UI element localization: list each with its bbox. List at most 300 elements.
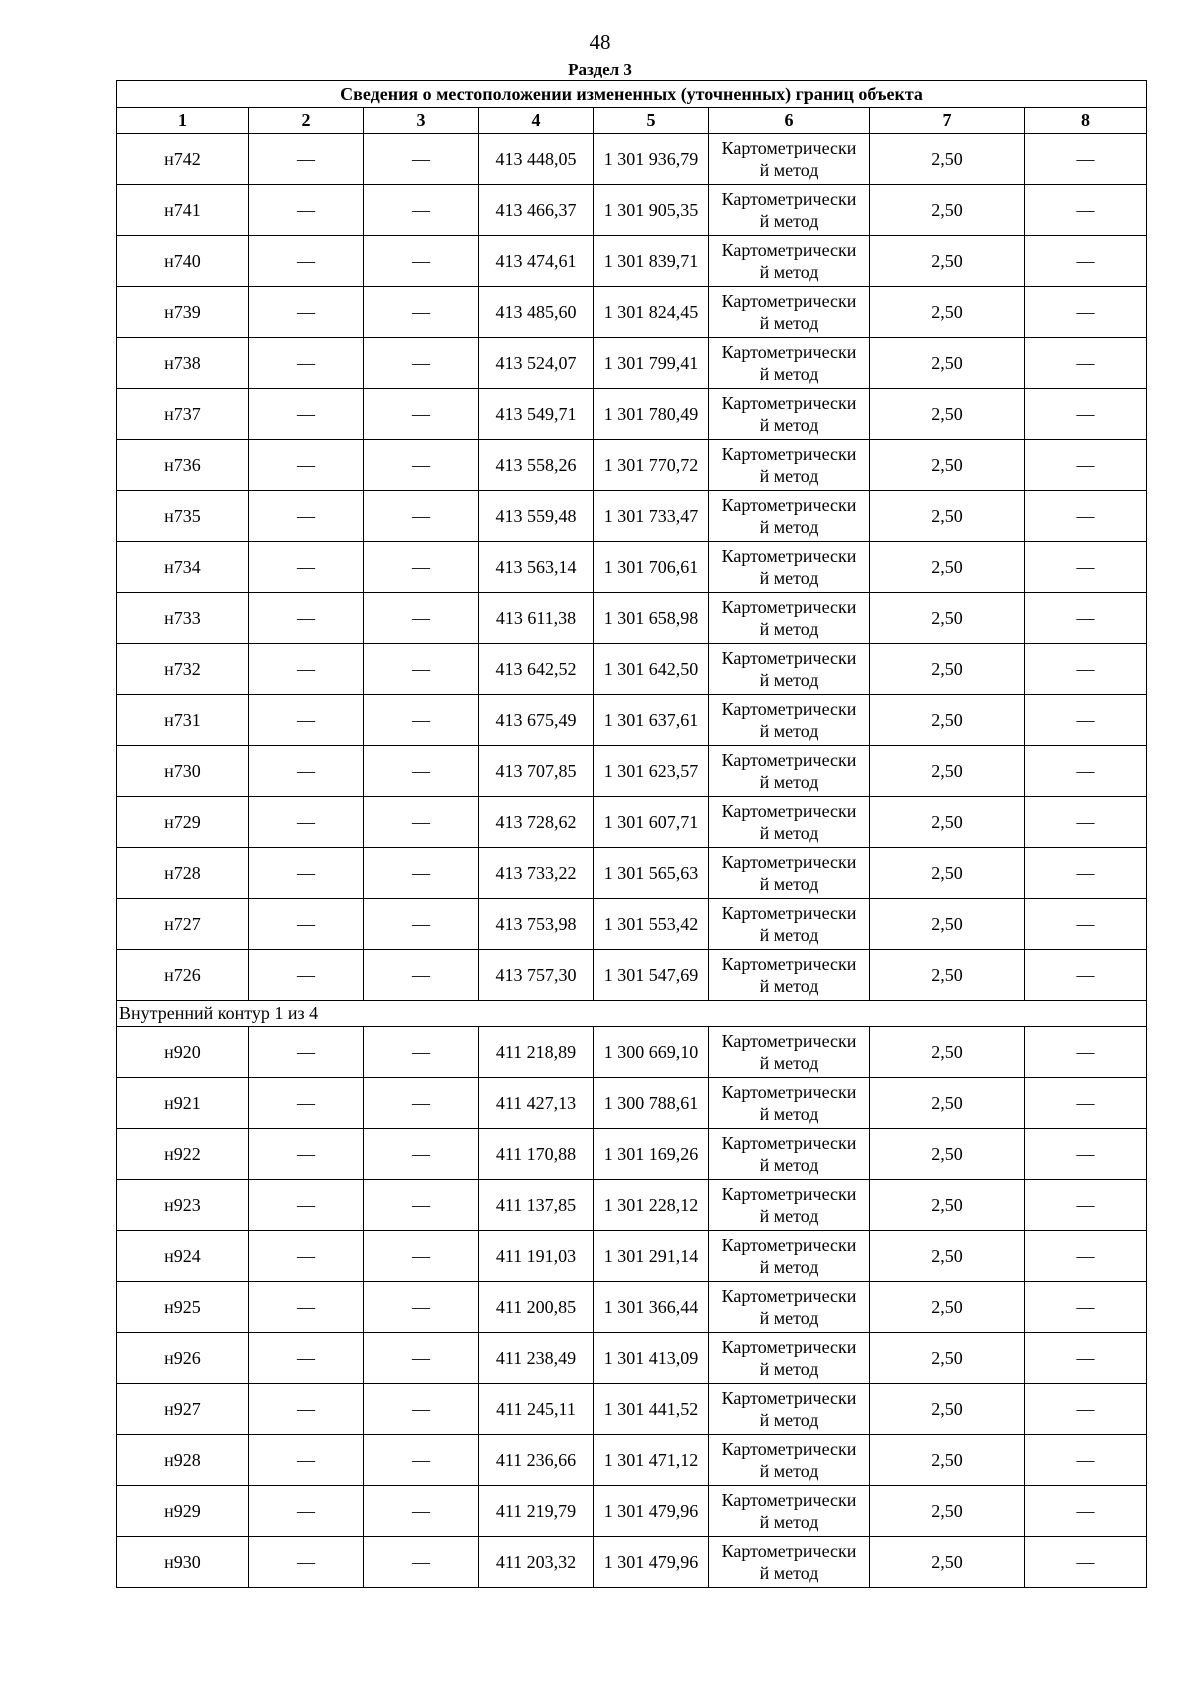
point-cell: н740 [117,236,249,287]
method-text-line2: й метод [759,211,819,231]
y-coordinate-cell: 1 301 637,61 [594,695,709,746]
col3-cell: — [364,134,479,185]
point-cell: н731 [117,695,249,746]
y-coordinate-cell: 1 301 565,63 [594,848,709,899]
method-text-line2: й метод [759,1308,819,1328]
method-text-line2: й метод [759,160,819,180]
x-coordinate-cell: 411 427,13 [479,1078,594,1129]
table-row [117,185,1147,236]
contour-label-row [117,1001,1147,1027]
x-coordinate-cell: 411 218,89 [479,1027,594,1078]
point-cell: н925 [117,1282,249,1333]
accuracy-cell: 2,50 [870,287,1025,338]
col8-cell: — [1025,1486,1147,1537]
col2-cell: — [249,134,364,185]
point-cell: н729 [117,797,249,848]
point-cell: н726 [117,950,249,1001]
page-number: 48 [589,30,611,54]
col3-cell: — [364,848,479,899]
col3-cell: — [364,1486,479,1537]
method-text-line1: Картометрически [721,1184,857,1204]
table-row [117,797,1147,848]
col2-cell: — [249,338,364,389]
col3-cell: — [364,1027,479,1078]
accuracy-cell: 2,50 [870,1027,1025,1078]
point-cell: н733 [117,593,249,644]
method-text-line1: Картометрически [721,801,857,821]
col2-cell: — [249,746,364,797]
y-coordinate-cell: 1 301 780,49 [594,389,709,440]
col3-cell: — [364,1537,479,1588]
table-row [117,746,1147,797]
col2-cell: — [249,950,364,1001]
table-row [117,1027,1147,1078]
col8-cell: — [1025,950,1147,1001]
table-row [117,848,1147,899]
col8-cell: — [1025,338,1147,389]
y-coordinate-cell: 1 301 366,44 [594,1282,709,1333]
y-coordinate-cell: 1 301 839,71 [594,236,709,287]
col2-cell: — [249,491,364,542]
col3-cell: — [364,542,479,593]
col8-cell: — [1025,899,1147,950]
table-row [117,338,1147,389]
col8-cell: — [1025,542,1147,593]
table-row [117,1231,1147,1282]
col3-cell: — [364,950,479,1001]
col3-cell: — [364,1180,479,1231]
col3-cell: — [364,389,479,440]
method-cell [709,1435,870,1486]
accuracy-cell: 2,50 [870,389,1025,440]
column-header: 7 [870,108,1025,134]
column-header: 6 [709,108,870,134]
method-cell [709,491,870,542]
x-coordinate-cell: 413 558,26 [479,440,594,491]
col8-cell: — [1025,491,1147,542]
method-text-line1: Картометрически [721,852,857,872]
coordinates-table [116,80,1147,1588]
x-coordinate-cell: 413 524,07 [479,338,594,389]
method-text-line2: й метод [759,1512,819,1532]
col8-cell: — [1025,287,1147,338]
point-cell: н922 [117,1129,249,1180]
method-text-line1: Картометрически [721,1286,857,1306]
column-header: 8 [1025,108,1147,134]
x-coordinate-cell: 411 238,49 [479,1333,594,1384]
point-cell: н926 [117,1333,249,1384]
point-cell: н728 [117,848,249,899]
col8-cell: — [1025,134,1147,185]
col3-cell: — [364,440,479,491]
y-coordinate-cell: 1 301 905,35 [594,185,709,236]
table-row [117,593,1147,644]
col2-cell: — [249,848,364,899]
method-text-line1: Картометрически [721,1490,857,1510]
y-coordinate-cell: 1 301 441,52 [594,1384,709,1435]
y-coordinate-cell: 1 301 471,12 [594,1435,709,1486]
x-coordinate-cell: 413 466,37 [479,185,594,236]
col3-cell: — [364,1129,479,1180]
y-coordinate-cell: 1 301 413,09 [594,1333,709,1384]
accuracy-cell: 2,50 [870,134,1025,185]
method-text-line2: й метод [759,313,819,333]
method-text-line1: Картометрически [721,954,857,974]
col2-cell: — [249,389,364,440]
col2-cell: — [249,644,364,695]
col8-cell: — [1025,1333,1147,1384]
method-cell [709,950,870,1001]
x-coordinate-cell: 411 245,11 [479,1384,594,1435]
x-coordinate-cell: 411 219,79 [479,1486,594,1537]
col2-cell: — [249,542,364,593]
method-text-line1: Картометрически [721,903,857,923]
col8-cell: — [1025,1282,1147,1333]
method-text-line2: й метод [759,466,819,486]
method-cell [709,1078,870,1129]
column-header: 1 [117,108,249,134]
col2-cell: — [249,1384,364,1435]
point-cell: н734 [117,542,249,593]
contour-label: Внутренний контур 1 из 4 [117,1001,1147,1027]
accuracy-cell: 2,50 [870,848,1025,899]
y-coordinate-cell: 1 301 291,14 [594,1231,709,1282]
method-cell [709,1129,870,1180]
x-coordinate-cell: 413 474,61 [479,236,594,287]
col3-cell: — [364,1435,479,1486]
y-coordinate-cell: 1 301 623,57 [594,746,709,797]
x-coordinate-cell: 413 485,60 [479,287,594,338]
y-coordinate-cell: 1 301 936,79 [594,134,709,185]
column-header: 4 [479,108,594,134]
col2-cell: — [249,1078,364,1129]
method-text-line1: Картометрически [721,291,857,311]
col2-cell: — [249,797,364,848]
accuracy-cell: 2,50 [870,1486,1025,1537]
col8-cell: — [1025,1078,1147,1129]
y-coordinate-cell: 1 301 228,12 [594,1180,709,1231]
method-cell [709,338,870,389]
table-row [117,287,1147,338]
method-cell [709,134,870,185]
method-text-line2: й метод [759,1563,819,1583]
method-cell [709,1282,870,1333]
accuracy-cell: 2,50 [870,950,1025,1001]
method-text-line2: й метод [759,925,819,945]
method-text-line2: й метод [759,619,819,639]
col2-cell: — [249,236,364,287]
x-coordinate-cell: 411 170,88 [479,1129,594,1180]
method-cell [709,899,870,950]
point-cell: н930 [117,1537,249,1588]
table-row [117,950,1147,1001]
table-caption: Сведения о местоположении измененных (уточненных) границ объекта [117,81,1147,108]
x-coordinate-cell: 411 203,32 [479,1537,594,1588]
method-text-line1: Картометрически [721,1082,857,1102]
accuracy-cell: 2,50 [870,542,1025,593]
col3-cell: — [364,1078,479,1129]
table-row [117,1537,1147,1588]
point-cell: н738 [117,338,249,389]
col8-cell: — [1025,797,1147,848]
y-coordinate-cell: 1 301 658,98 [594,593,709,644]
table-body [117,81,1147,1588]
method-text-line1: Картометрически [721,1439,857,1459]
x-coordinate-cell: 413 642,52 [479,644,594,695]
method-cell [709,287,870,338]
method-text-line1: Картометрически [721,1235,857,1255]
column-header-row [117,108,1147,134]
method-text-line2: й метод [759,1410,819,1430]
table-row [117,1333,1147,1384]
accuracy-cell: 2,50 [870,1129,1025,1180]
col2-cell: — [249,593,364,644]
x-coordinate-cell: 413 675,49 [479,695,594,746]
column-header: 3 [364,108,479,134]
col2-cell: — [249,1231,364,1282]
point-cell: н920 [117,1027,249,1078]
method-text-line2: й метод [759,1257,819,1277]
accuracy-cell: 2,50 [870,797,1025,848]
table-row [117,1435,1147,1486]
col8-cell: — [1025,848,1147,899]
point-cell: н927 [117,1384,249,1435]
method-cell [709,185,870,236]
y-coordinate-cell: 1 301 642,50 [594,644,709,695]
point-cell: н739 [117,287,249,338]
method-text-line1: Картометрически [721,546,857,566]
point-cell: н727 [117,899,249,950]
accuracy-cell: 2,50 [870,338,1025,389]
column-header: 2 [249,108,364,134]
point-cell: н736 [117,440,249,491]
table-row [117,1078,1147,1129]
col2-cell: — [249,1486,364,1537]
method-cell [709,1231,870,1282]
method-text-line1: Картометрически [721,1133,857,1153]
point-cell: н928 [117,1435,249,1486]
accuracy-cell: 2,50 [870,1078,1025,1129]
method-text-line1: Картометрически [721,1541,857,1561]
method-text-line2: й метод [759,670,819,690]
method-cell [709,542,870,593]
x-coordinate-cell: 413 757,30 [479,950,594,1001]
method-text-line1: Картометрически [721,1337,857,1357]
y-coordinate-cell: 1 301 553,42 [594,899,709,950]
method-text-line2: й метод [759,1359,819,1379]
method-text-line2: й метод [759,874,819,894]
table-row [117,1180,1147,1231]
col2-cell: — [249,287,364,338]
accuracy-cell: 2,50 [870,746,1025,797]
x-coordinate-cell: 411 200,85 [479,1282,594,1333]
method-text-line2: й метод [759,517,819,537]
accuracy-cell: 2,50 [870,1384,1025,1435]
x-coordinate-cell: 413 728,62 [479,797,594,848]
point-cell: н923 [117,1180,249,1231]
method-text-line1: Картометрически [721,750,857,770]
col3-cell: — [364,287,479,338]
col8-cell: — [1025,1180,1147,1231]
accuracy-cell: 2,50 [870,899,1025,950]
method-text-line2: й метод [759,823,819,843]
method-text-line2: й метод [759,568,819,588]
col2-cell: — [249,1537,364,1588]
col2-cell: — [249,1180,364,1231]
method-text-line2: й метод [759,1053,819,1073]
col3-cell: — [364,1384,479,1435]
y-coordinate-cell: 1 301 824,45 [594,287,709,338]
col2-cell: — [249,1435,364,1486]
point-cell: н741 [117,185,249,236]
x-coordinate-cell: 413 611,38 [479,593,594,644]
table-row [117,236,1147,287]
col2-cell: — [249,899,364,950]
col8-cell: — [1025,236,1147,287]
col3-cell: — [364,899,479,950]
method-text-line2: й метод [759,1461,819,1481]
point-cell: н929 [117,1486,249,1537]
point-cell: н735 [117,491,249,542]
accuracy-cell: 2,50 [870,491,1025,542]
column-header: 5 [594,108,709,134]
accuracy-cell: 2,50 [870,1435,1025,1486]
accuracy-cell: 2,50 [870,440,1025,491]
method-cell [709,746,870,797]
col8-cell: — [1025,695,1147,746]
col2-cell: — [249,1282,364,1333]
x-coordinate-cell: 411 236,66 [479,1435,594,1486]
method-text-line1: Картометрически [721,1388,857,1408]
method-cell [709,593,870,644]
method-text-line1: Картометрически [721,1031,857,1051]
col8-cell: — [1025,593,1147,644]
table-row [117,899,1147,950]
method-text-line2: й метод [759,415,819,435]
y-coordinate-cell: 1 301 479,96 [594,1486,709,1537]
method-cell [709,1384,870,1435]
col8-cell: — [1025,644,1147,695]
x-coordinate-cell: 411 191,03 [479,1231,594,1282]
method-cell [709,1180,870,1231]
method-text-line1: Картометрически [721,189,857,209]
section-title: Раздел 3 [568,60,632,79]
col3-cell: — [364,1333,479,1384]
method-cell [709,848,870,899]
col2-cell: — [249,1129,364,1180]
x-coordinate-cell: 413 448,05 [479,134,594,185]
col3-cell: — [364,746,479,797]
point-cell: н737 [117,389,249,440]
x-coordinate-cell: 413 753,98 [479,899,594,950]
accuracy-cell: 2,50 [870,644,1025,695]
point-cell: н742 [117,134,249,185]
x-coordinate-cell: 413 733,22 [479,848,594,899]
method-text-line2: й метод [759,1155,819,1175]
x-coordinate-cell: 411 137,85 [479,1180,594,1231]
method-text-line2: й метод [759,1104,819,1124]
method-text-line2: й метод [759,1206,819,1226]
col3-cell: — [364,644,479,695]
method-text-line2: й метод [759,262,819,282]
table-row [117,1282,1147,1333]
col2-cell: — [249,1333,364,1384]
accuracy-cell: 2,50 [870,185,1025,236]
method-cell [709,695,870,746]
accuracy-cell: 2,50 [870,1231,1025,1282]
col8-cell: — [1025,389,1147,440]
method-cell [709,440,870,491]
table-row [117,491,1147,542]
x-coordinate-cell: 413 549,71 [479,389,594,440]
x-coordinate-cell: 413 559,48 [479,491,594,542]
method-cell [709,1027,870,1078]
y-coordinate-cell: 1 300 788,61 [594,1078,709,1129]
accuracy-cell: 2,50 [870,695,1025,746]
point-cell: н921 [117,1078,249,1129]
point-cell: н732 [117,644,249,695]
method-cell [709,389,870,440]
y-coordinate-cell: 1 301 547,69 [594,950,709,1001]
col2-cell: — [249,695,364,746]
method-text-line2: й метод [759,976,819,996]
table-row [117,440,1147,491]
method-text-line1: Картометрически [721,342,857,362]
method-cell [709,1333,870,1384]
point-cell: н924 [117,1231,249,1282]
col8-cell: — [1025,185,1147,236]
col3-cell: — [364,491,479,542]
method-cell [709,1537,870,1588]
y-coordinate-cell: 1 301 479,96 [594,1537,709,1588]
method-text-line1: Картометрически [721,495,857,515]
y-coordinate-cell: 1 301 733,47 [594,491,709,542]
col3-cell: — [364,797,479,848]
table-row [117,389,1147,440]
accuracy-cell: 2,50 [870,1180,1025,1231]
method-text-line1: Картометрически [721,648,857,668]
accuracy-cell: 2,50 [870,236,1025,287]
col2-cell: — [249,1027,364,1078]
col8-cell: — [1025,1231,1147,1282]
col8-cell: — [1025,1027,1147,1078]
point-cell: н730 [117,746,249,797]
method-text-line1: Картометрически [721,240,857,260]
method-text-line1: Картометрически [721,597,857,617]
col3-cell: — [364,695,479,746]
method-text-line2: й метод [759,364,819,384]
table-caption-row [117,81,1147,108]
table-row [117,1384,1147,1435]
method-cell [709,1486,870,1537]
x-coordinate-cell: 413 707,85 [479,746,594,797]
col2-cell: — [249,440,364,491]
y-coordinate-cell: 1 301 706,61 [594,542,709,593]
y-coordinate-cell: 1 301 607,71 [594,797,709,848]
method-text-line2: й метод [759,721,819,741]
col3-cell: — [364,1231,479,1282]
y-coordinate-cell: 1 301 770,72 [594,440,709,491]
accuracy-cell: 2,50 [870,593,1025,644]
method-cell [709,236,870,287]
table-row [117,1486,1147,1537]
accuracy-cell: 2,50 [870,1282,1025,1333]
x-coordinate-cell: 413 563,14 [479,542,594,593]
col3-cell: — [364,1282,479,1333]
y-coordinate-cell: 1 301 799,41 [594,338,709,389]
col8-cell: — [1025,746,1147,797]
col8-cell: — [1025,440,1147,491]
